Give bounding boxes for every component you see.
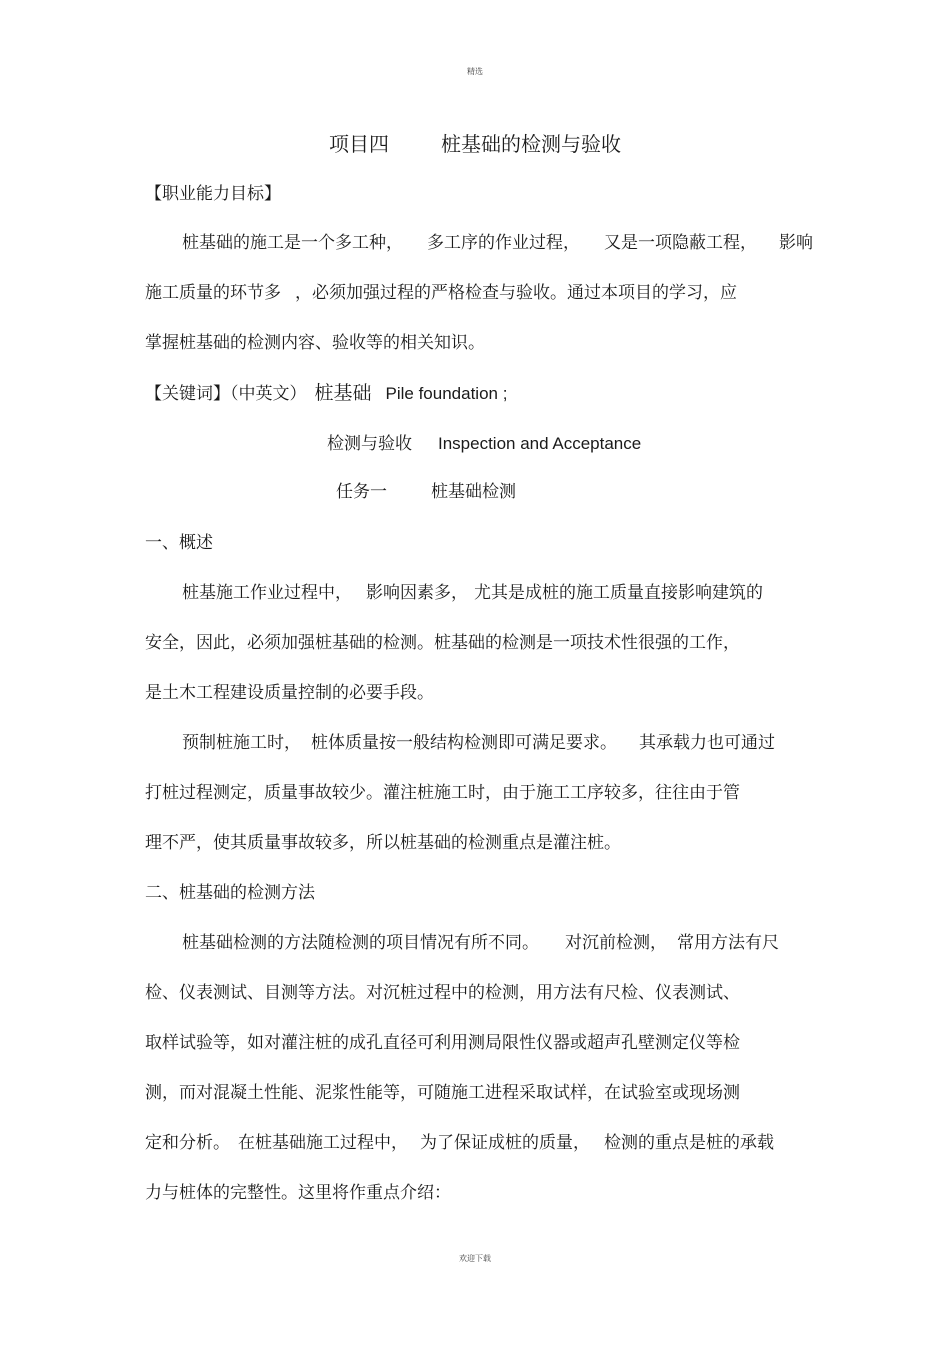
para1-line2-seg2: ，必须加强过程的严格检查与验收。通过本项目的学习，应 <box>295 283 737 303</box>
para1-line3: 掌握桩基础的检测内容、验收等的相关知识。 <box>145 333 485 353</box>
para4-line1-seg2: 对沉前检测， <box>565 933 667 953</box>
section1-heading: 一、概述 <box>145 533 213 553</box>
para4-line5-seg3: 为了保证成桩的质量， <box>420 1133 590 1153</box>
page-footer: 欢迎下载 <box>459 1254 491 1263</box>
para3-line2: 打桩过程测定，质量事故较少。灌注桩施工时，由于施工工序较多，往往由于管 <box>145 783 740 803</box>
para1-line1-seg4: 影响 <box>779 233 813 253</box>
para2-line3: 是土木工程建设质量控制的必要手段。 <box>145 683 434 703</box>
keywords-line2 <box>327 433 641 455</box>
keywords-label: 【关键词】（中英文） <box>145 384 307 404</box>
para3-line3: 理不严，使其质量事故较多，所以桩基础的检测重点是灌注桩。 <box>145 833 621 853</box>
para3-line1-seg3: 其承载力也可通过 <box>639 733 775 753</box>
para1-line1-seg2: 多工序的作业过程， <box>427 233 580 253</box>
keyword2-cn: 检测与验收 <box>327 434 412 454</box>
keyword2-en: Inspection and Acceptance <box>438 434 642 453</box>
task-name: 桩基础检测 <box>431 482 516 502</box>
para1-line1 <box>182 232 813 254</box>
task-number: 任务一 <box>336 482 387 502</box>
para2-line1-seg3: 尤其是成桩的施工质量直接影响建筑的 <box>474 583 763 603</box>
para4-line5-seg1: 定和分析。 <box>145 1133 230 1153</box>
para2-line1-seg1: 桩基施工作业过程中， <box>182 583 352 603</box>
section2-heading: 二、桩基础的检测方法 <box>145 883 315 903</box>
para1-line1-seg3: 又是一项隐蔽工程， <box>604 233 757 253</box>
para4-line2: 检、仪表测试、目测等方法。对沉桩过程中的检测，用方法有尺检、仪表测试、 <box>145 983 740 1003</box>
para4-line5-seg2: 在桩基础施工过程中， <box>238 1133 408 1153</box>
para1-line2-seg1: 施工质量的环节多 <box>145 283 281 303</box>
page-title <box>0 131 950 157</box>
keyword1-en: Pile foundation ; <box>385 384 508 403</box>
para3-line1 <box>182 732 775 754</box>
title-project-number: 项目四 <box>329 132 389 156</box>
para4-line1-seg1: 桩基础检测的方法随检测的项目情况有所不同。 <box>182 933 539 953</box>
page-header: 精选 <box>467 67 483 76</box>
para4-line1 <box>182 932 779 954</box>
para3-line1-seg2: 桩体质量按一般结构检测即可满足要求。 <box>311 733 617 753</box>
para3-line1-seg1: 预制桩施工时， <box>182 733 301 753</box>
keywords-line1 <box>145 382 507 405</box>
title-project-name: 桩基础的检测与验收 <box>441 132 621 156</box>
para4-line5 <box>145 1132 774 1154</box>
section-ability-heading: 【职业能力目标】 <box>145 184 281 204</box>
para1-line1-seg1: 桩基础的施工是一个多工种， <box>182 233 403 253</box>
para4-line5-seg4: 检测的重点是桩的承载 <box>604 1133 774 1153</box>
task-heading <box>336 481 516 503</box>
para4-line6: 力与桩体的完整性。这里将作重点介绍： <box>145 1183 451 1203</box>
para2-line1 <box>182 582 763 604</box>
keyword1-cn: 桩基础 <box>314 382 372 404</box>
para4-line3: 取样试验等，如对灌注桩的成孔直径可利用测局限性仪器或超声孔壁测定仪等检 <box>145 1033 740 1053</box>
para1-line2 <box>145 282 737 304</box>
para4-line4: 测，而对混凝土性能、泥浆性能等，可随施工进程采取试样，在试验室或现场测 <box>145 1083 740 1103</box>
para4-line1-seg3: 常用方法有尺 <box>677 933 779 953</box>
para2-line1-seg2: 影响因素多， <box>366 583 468 603</box>
para2-line2: 安全，因此，必须加强桩基础的检测。桩基础的检测是一项技术性很强的工作， <box>145 633 740 653</box>
